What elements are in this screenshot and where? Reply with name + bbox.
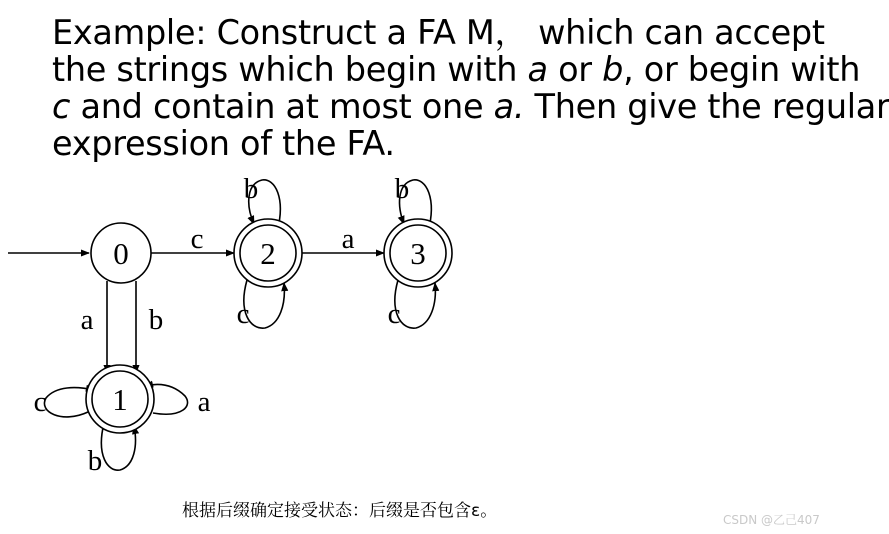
symbol-a-italic: a. — [493, 87, 525, 126]
loop-label-1-a: a — [197, 386, 211, 418]
problem-line-1: Example: Construct a FA M， which can accept — [52, 13, 825, 52]
state-2-label: 2 — [260, 236, 276, 271]
loop-label-2-b: b — [243, 173, 259, 205]
loop-label-3-c: c — [387, 298, 401, 330]
loop-label-2-c: c — [236, 298, 250, 330]
edge-label-0-2: c — [190, 223, 204, 255]
edge-label-0-1-a: a — [80, 304, 94, 336]
edge-label-0-1-b: b — [148, 304, 164, 336]
problem-text: and contain at most one — [70, 87, 494, 126]
loop-label-3-b: b — [394, 173, 410, 205]
caption: 根据后缀确定接受状态：后缀是否包含ε。 — [182, 501, 498, 521]
loop-label-1-c: c — [33, 386, 47, 418]
watermark: CSDN @乙己407 — [723, 513, 820, 527]
loop-label-1-b: b — [87, 445, 103, 477]
edge-label-2-3: a — [341, 223, 355, 255]
problem-text: or — [547, 50, 603, 89]
state-1-label: 1 — [112, 382, 128, 417]
symbol-b-italic: b — [602, 50, 624, 89]
problem-text: , or begin with — [623, 50, 861, 89]
problem-line-4: expression of the FA. — [52, 124, 395, 163]
symbol-c-italic: c — [52, 87, 71, 126]
state-0-label: 0 — [113, 236, 129, 271]
problem-text: the strings which begin with — [52, 50, 528, 89]
state-3-label: 3 — [410, 236, 426, 271]
problem-text: Then give the regular — [524, 87, 889, 126]
symbol-a-italic: a — [527, 50, 548, 89]
